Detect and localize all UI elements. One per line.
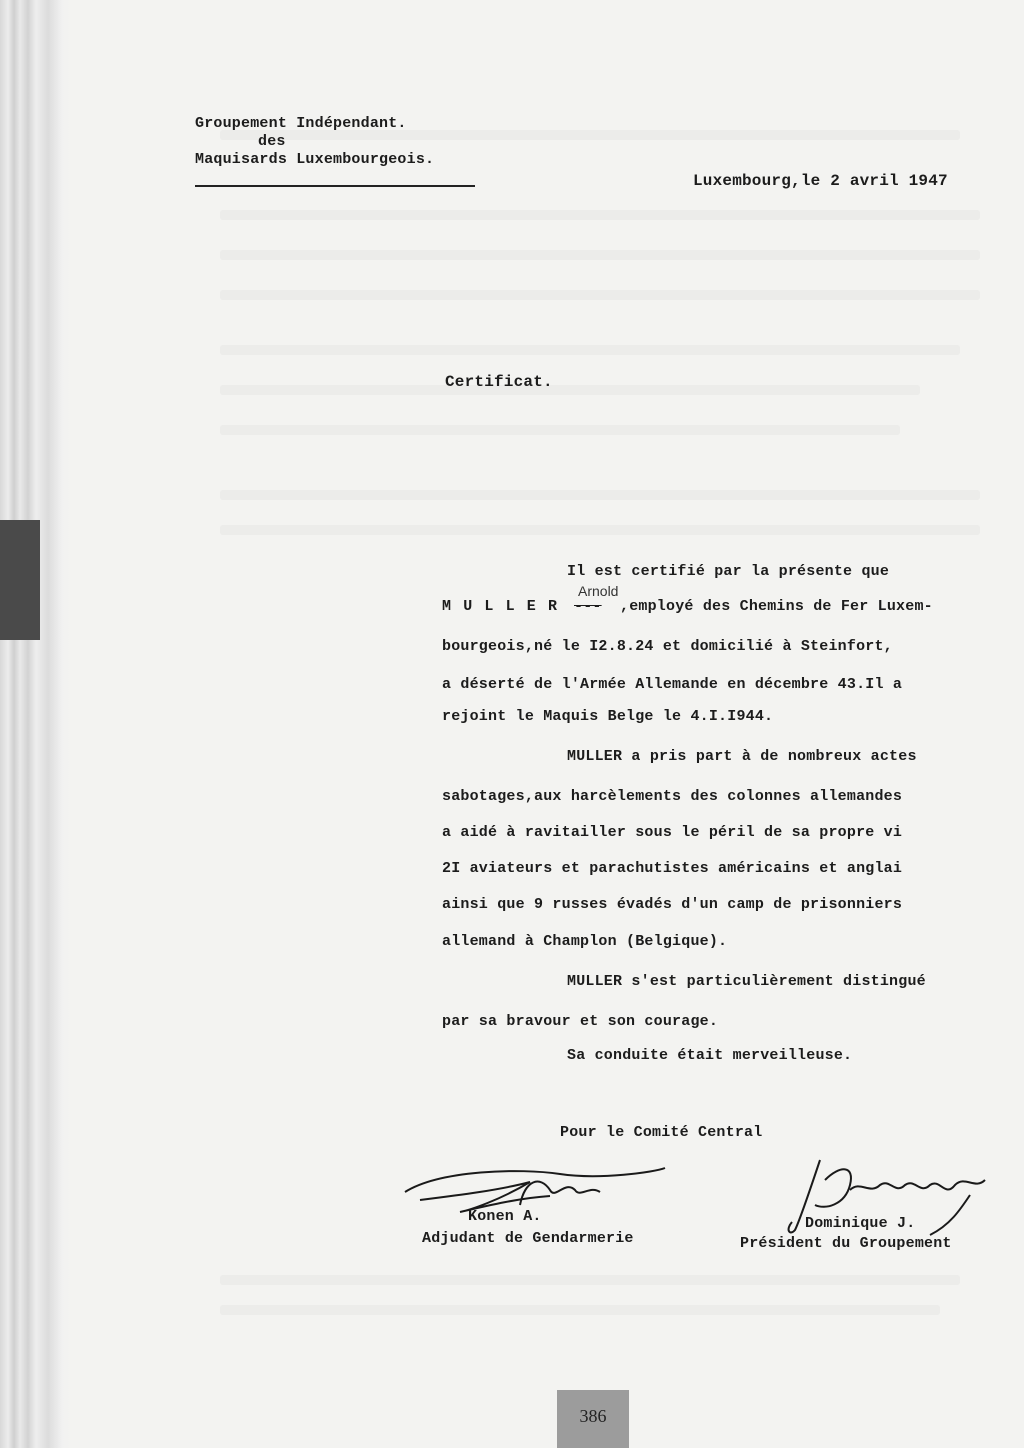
show-through <box>220 425 900 435</box>
document-title: Certificat. <box>445 373 553 391</box>
place-date: Luxembourg,le 2 avril 1947 <box>693 172 948 190</box>
body-line: Il est certifié par la présente que <box>567 563 890 580</box>
header-rule <box>195 185 475 187</box>
signatory-right-title: Président du Groupement <box>740 1235 952 1252</box>
body-line: a aidé à ravitailler sous le péril de sa propre vi <box>442 824 903 841</box>
page-number: 386 <box>579 1406 607 1426</box>
body-line: MULLER s'est particulièrement distingué <box>567 973 926 990</box>
body-line: ,employé des Chemins de Fer Luxem- <box>620 598 933 615</box>
body-line-surname: M U L L E R <box>442 598 559 615</box>
inserted-first-name: Arnold <box>578 583 619 599</box>
show-through <box>220 345 960 355</box>
body-line: rejoint le Maquis Belge le 4.I.I944. <box>442 708 774 725</box>
show-through <box>220 525 980 535</box>
body-line: sabotages,aux harcèlements des colonnes allemandes <box>442 788 903 805</box>
show-through <box>220 250 980 260</box>
show-through <box>220 1275 960 1285</box>
org-name-line2: des <box>258 133 286 150</box>
body-line: allemand à Champlon (Belgique). <box>442 933 728 950</box>
org-name-line3: Maquisards Luxembourgeois. <box>195 151 435 168</box>
body-line: par sa bravour et son courage. <box>442 1013 719 1030</box>
org-name-line1: Groupement Indépendant. <box>195 115 407 132</box>
body-line: a déserté de l'Armée Allemande en décembre 43.Il a <box>442 676 903 693</box>
show-through <box>220 290 980 300</box>
page-number-box <box>557 1390 629 1448</box>
show-through <box>220 210 980 220</box>
signatory-left-name: Konen A. <box>468 1208 542 1225</box>
body-line: ainsi que 9 russes évadés d'un camp de prisonniers <box>442 896 903 913</box>
body-line: 2I aviateurs et parachutistes américains et anglai <box>442 860 903 877</box>
show-through <box>220 385 920 395</box>
body-line: bourgeois,né le I2.8.24 et domicilié à Steinfort, <box>442 638 893 655</box>
struck-text: --- <box>574 598 602 615</box>
book-binding <box>0 0 70 1448</box>
show-through <box>220 490 980 500</box>
binding-shadow <box>0 520 40 640</box>
body-line: MULLER a pris part à de nombreux actes <box>567 748 917 765</box>
closing-line: Pour le Comité Central <box>560 1124 763 1141</box>
signatory-right-name: Dominique J. <box>805 1215 916 1232</box>
body-line: Sa conduite était merveilleuse. <box>567 1047 853 1064</box>
signatory-left-title: Adjudant de Gendarmerie <box>422 1230 634 1247</box>
show-through <box>220 1305 940 1315</box>
